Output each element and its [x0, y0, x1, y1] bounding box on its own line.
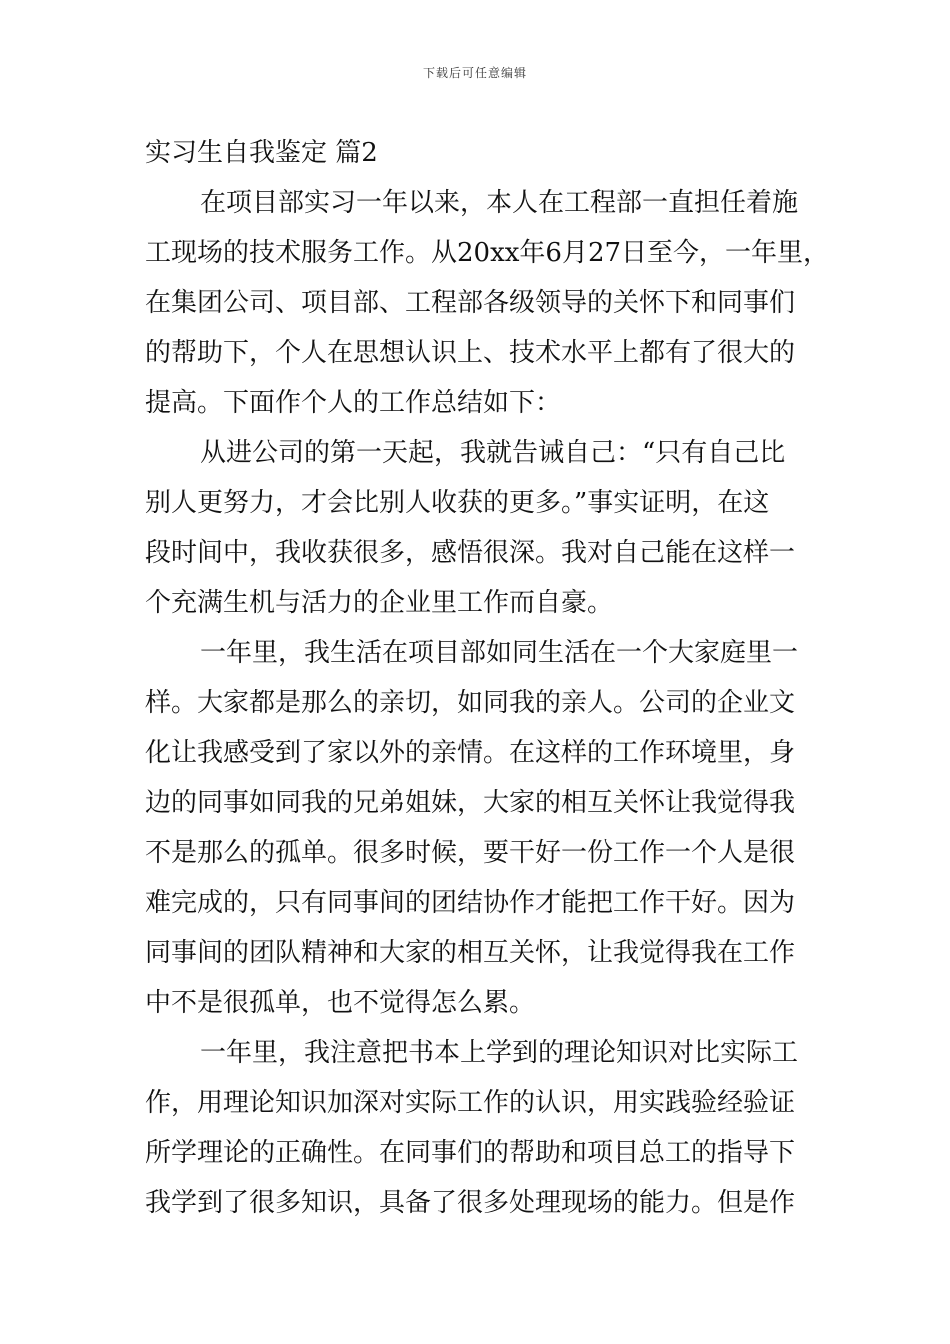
paragraph-line: 的帮助下，个人在思想认识上、技术水平上都有了很大的 — [145, 338, 796, 368]
document-body — [145, 128, 830, 1228]
paragraph-1 — [145, 178, 830, 428]
paragraph-line: 所学理论的正确性。在同事们的帮助和项目总工的指导下 — [145, 1138, 796, 1168]
paragraph-line: 在集团公司、项目部、工程部各级领导的关怀下和同事们 — [145, 288, 796, 318]
paragraph-line: 样。大家都是那么的亲切，如同我的亲人。公司的企业文 — [145, 688, 796, 718]
paragraph-line: 作，用理论知识加深对实际工作的认识，用实践验经验证 — [145, 1088, 796, 1118]
paragraph-line: 别人更努力，才会比别人收获的更多。”事实证明，在这 — [145, 488, 770, 518]
paragraph-4 — [145, 1028, 825, 1228]
paragraph-line: 提高。下面作个人的工作总结如下： — [145, 388, 562, 418]
paragraph-line: 工现场的技术服务工作。从20xx年6月27日至今，一年里， — [145, 238, 830, 268]
document-title: 实习生自我鉴定 篇2 — [145, 138, 378, 168]
paragraph-line: 个充满生机与活力的企业里工作而自豪。 — [145, 588, 614, 618]
paragraph-3 — [145, 628, 825, 1028]
paragraph-line: 不是那么的孤单。很多时候，要干好一份工作一个人是很 — [145, 838, 796, 868]
paragraph-line: 边的同事如同我的兄弟姐妹，大家的相互关怀让我觉得我 — [145, 788, 796, 818]
header-note: 下载后可任意编辑 — [422, 66, 527, 80]
paragraph-line: 一年里，我生活在项目部如同生活在一个大家庭里一 — [200, 638, 799, 668]
paragraph-line: 在项目部实习一年以来，本人在工程部一直担任着施 — [200, 188, 799, 218]
paragraph-line: 化让我感受到了家以外的亲情。在这样的工作环境里，身 — [145, 738, 796, 768]
paragraph-line: 从进公司的第一天起，我就告诫自己：“只有自己比 — [200, 438, 786, 468]
paragraph-line: 中不是很孤单，也不觉得怎么累。 — [145, 988, 536, 1018]
paragraph-2 — [145, 428, 825, 628]
paragraph-line: 同事间的团队精神和大家的相互关怀，让我觉得我在工作 — [145, 938, 796, 968]
paragraph-line: 我学到了很多知识，具备了很多处理现场的能力。但是作 — [145, 1188, 796, 1218]
paragraph-line: 段时间中，我收获很多，感悟很深。我对自己能在这样一 — [145, 538, 796, 568]
paragraph-line: 一年里，我注意把书本上学到的理论知识对比实际工 — [200, 1038, 799, 1068]
paragraph-line: 难完成的，只有同事间的团结协作才能把工作干好。因为 — [145, 888, 796, 918]
